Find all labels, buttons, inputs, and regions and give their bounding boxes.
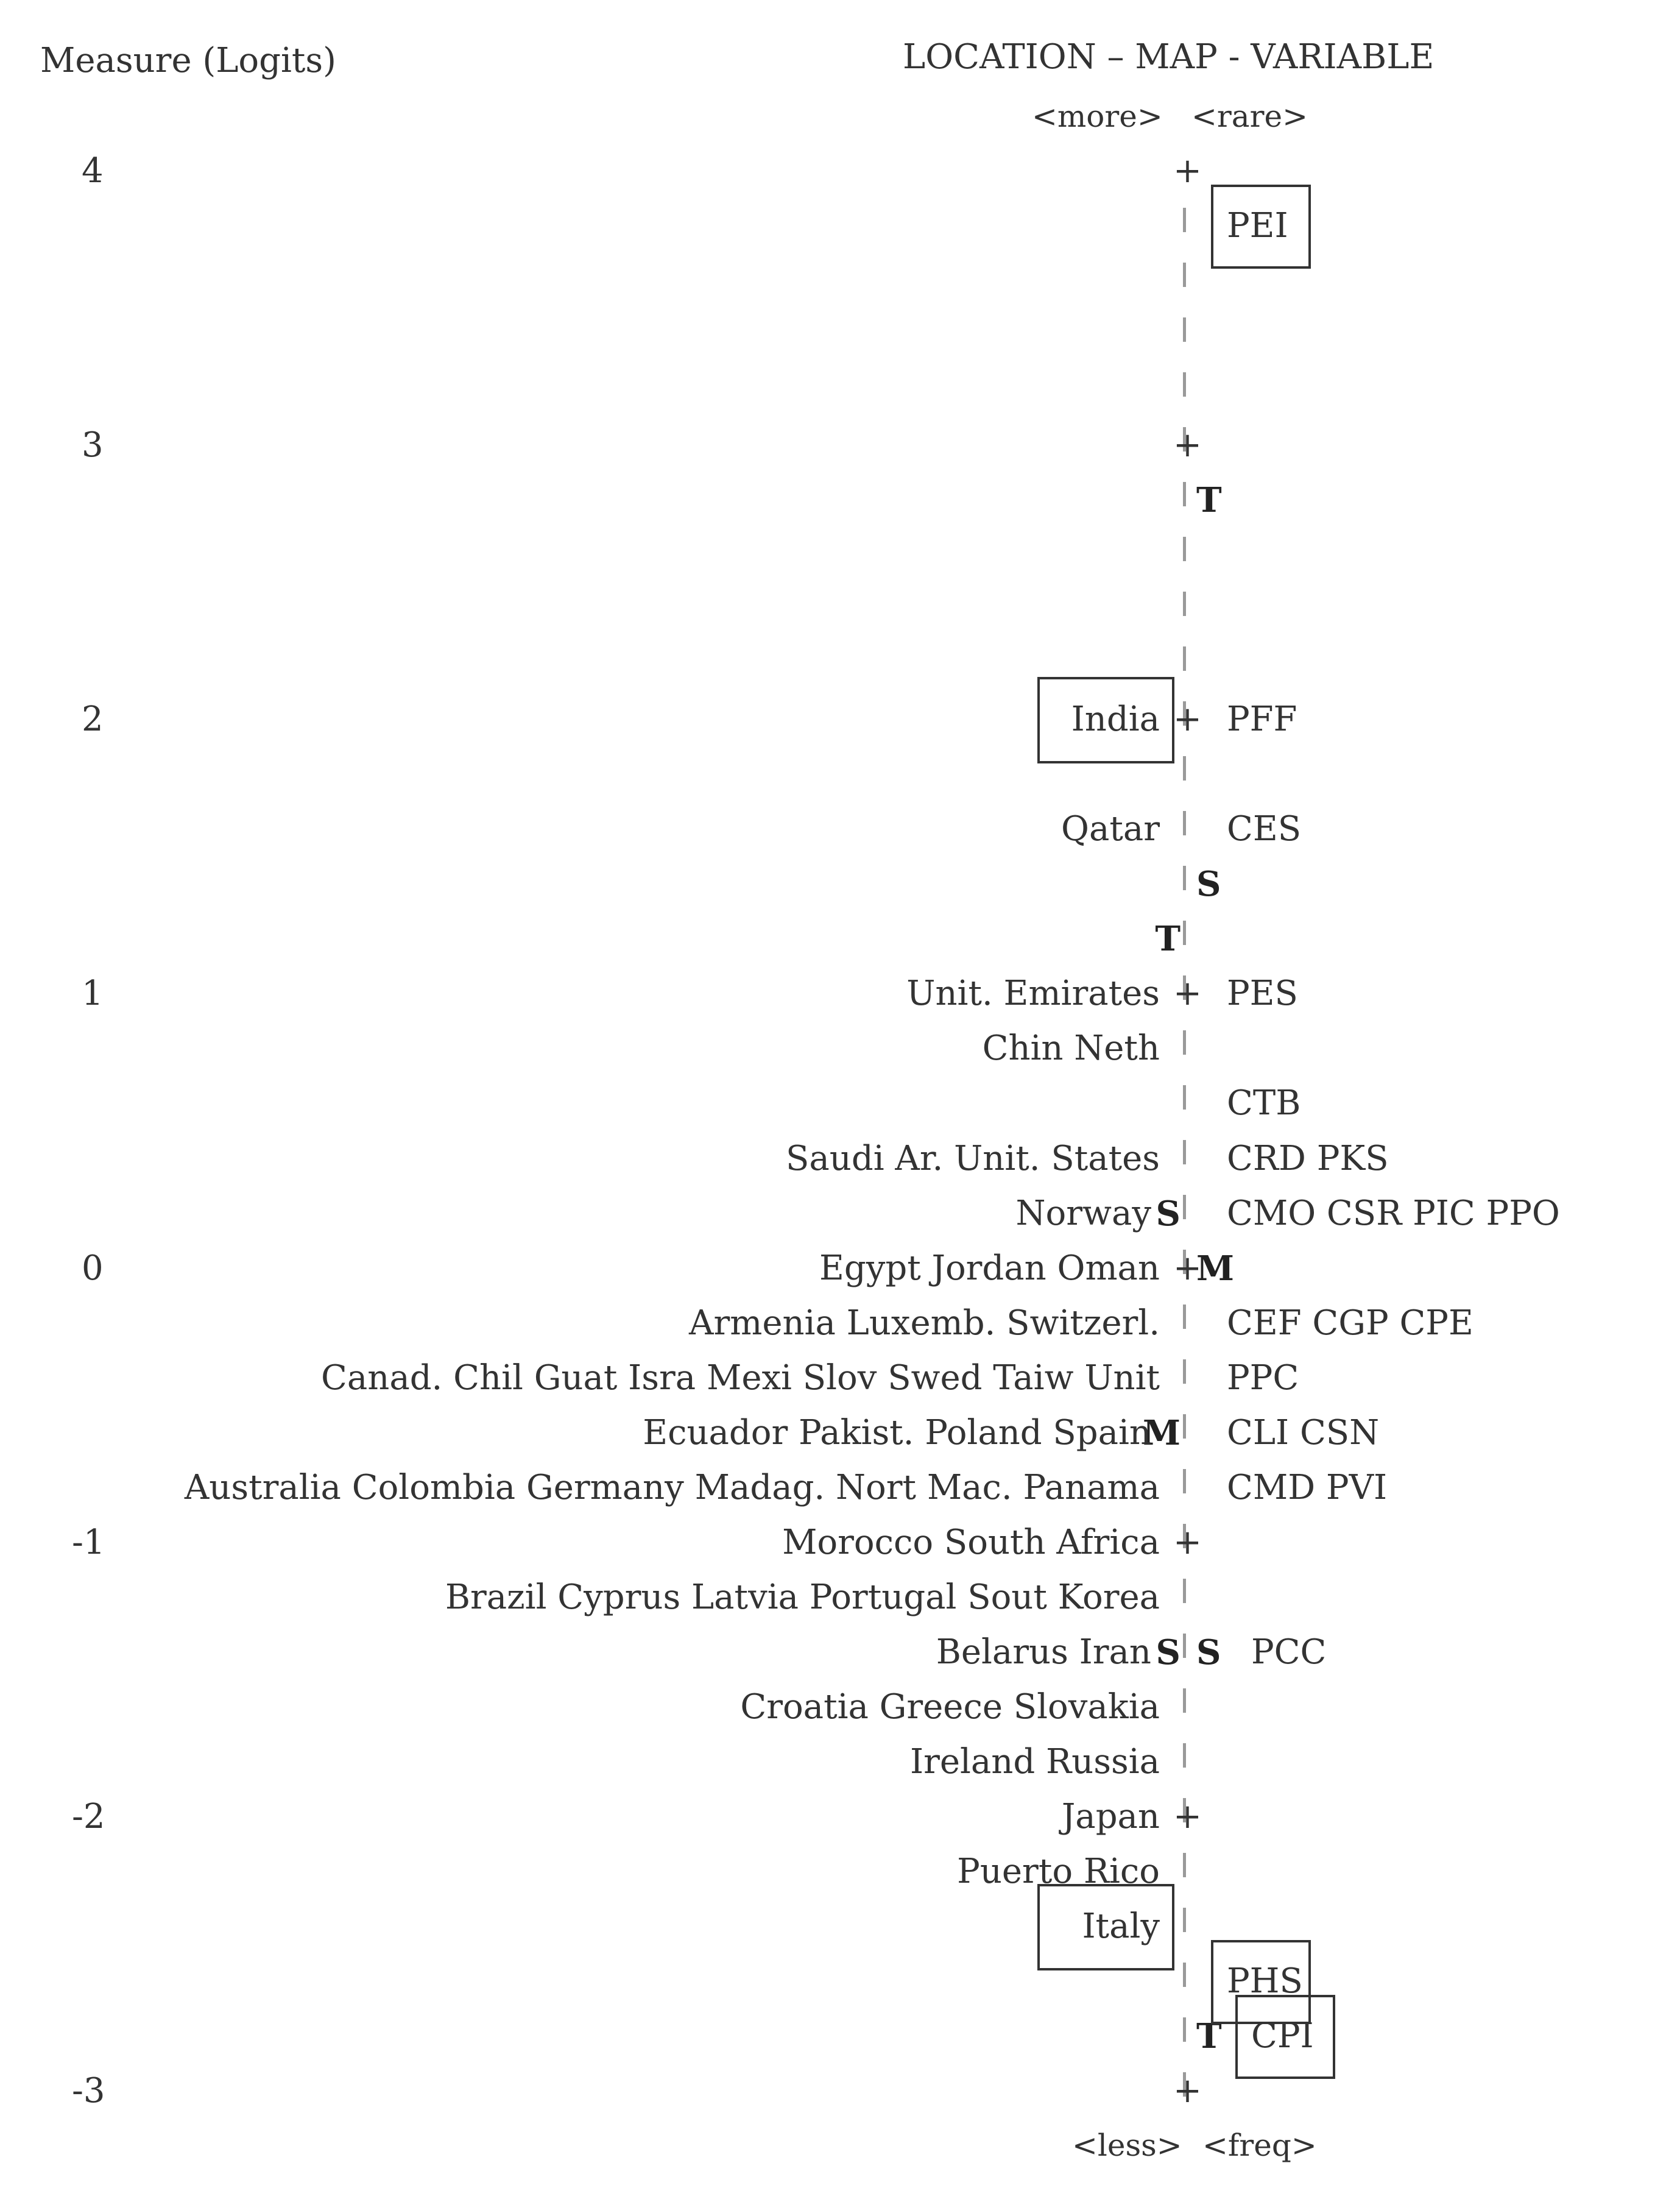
measure-axis-title: Measure (Logits) [40, 41, 336, 80]
axis-dash [1183, 1195, 1186, 1219]
country-group: Norway [1015, 1193, 1151, 1233]
axis-dash [1183, 482, 1186, 506]
country-group: Egypt Jordan Oman [819, 1248, 1160, 1288]
axis-dash [1183, 866, 1186, 890]
right-stat-marker: M [1196, 1248, 1234, 1289]
left-stat-marker: T [1155, 919, 1181, 960]
tick-plus-marker: + [1173, 699, 1202, 740]
axis-dash [1183, 537, 1186, 561]
variable-group: PFF [1227, 699, 1297, 740]
tick-label: 2 [82, 699, 104, 740]
axis-dash [1183, 921, 1186, 945]
variable-group: CRD PKS [1227, 1138, 1389, 1178]
axis-dash [1183, 1743, 1186, 1768]
axis-dash [1183, 2017, 1186, 2042]
country-highlight-box [1037, 1884, 1174, 1970]
axis-dash [1183, 263, 1186, 287]
tick-plus-marker: + [1173, 151, 1202, 191]
axis-dash [1183, 1140, 1186, 1164]
axis-dash [1183, 1085, 1186, 1110]
country-group: Puerto Rico [957, 1851, 1160, 1891]
variable-highlight-box [1211, 185, 1311, 269]
variable-highlight-box [1235, 1995, 1335, 2079]
tick-label: 0 [82, 1248, 104, 1288]
axis-dash [1183, 372, 1186, 397]
variable-group: PEI [1227, 206, 1288, 246]
axis-dash [1183, 1963, 1186, 1987]
left-stat-marker: M [1143, 1412, 1181, 1453]
country-group: India [1071, 699, 1160, 740]
legend-more: <more> [1032, 99, 1163, 134]
country-group: Unit. Emirates [906, 974, 1160, 1014]
right-stat-marker: S [1196, 864, 1221, 905]
tick-plus-marker: + [1173, 2071, 1202, 2111]
tick-plus-marker: + [1173, 1522, 1202, 1562]
country-group: Croatia Greece Slovakia [740, 1687, 1160, 1727]
axis-dash [1183, 1414, 1186, 1439]
tick-label: -1 [72, 1522, 105, 1562]
variable-group: CEF CGP CPE [1227, 1303, 1474, 1343]
right-stat-marker: T [1196, 2016, 1222, 2056]
axis-dash [1183, 1469, 1186, 1493]
variable-group: PCC [1251, 1632, 1327, 1672]
variable-group: CTB [1227, 1083, 1301, 1124]
axis-dash [1183, 1359, 1186, 1384]
axis-dash [1183, 646, 1186, 671]
tick-plus-marker: + [1173, 1796, 1202, 1836]
axis-dash [1183, 1853, 1186, 1877]
variable-group: CLI CSN [1227, 1412, 1380, 1453]
country-group: Qatar [1061, 809, 1160, 849]
country-group: Chin Neth [982, 1029, 1160, 1069]
variable-group: PHS [1227, 1961, 1303, 2001]
country-group: Ireland Russia [909, 1741, 1160, 1782]
tick-plus-marker: + [1173, 425, 1202, 466]
country-group: Ecuador Pakist. Poland Spain [643, 1412, 1151, 1453]
legend-less: <less> [1072, 2128, 1182, 2163]
variable-group: PPC [1227, 1358, 1299, 1398]
country-group: Australia Colombia Germany Madag. Nort Mac. Panama [184, 1467, 1160, 1507]
tick-label: 4 [82, 151, 104, 191]
tick-label: -2 [72, 1796, 105, 1836]
map-title: LOCATION – MAP - VARIABLE [903, 37, 1435, 77]
country-group: Saudi Ar. Unit. States [786, 1138, 1160, 1178]
country-highlight-box [1037, 677, 1174, 763]
variable-group: CMD PVI [1227, 1467, 1388, 1507]
legend-freq: <freq> [1202, 2128, 1317, 2163]
legend-rare: <rare> [1191, 99, 1308, 134]
country-group: Morocco South Africa [782, 1522, 1160, 1562]
tick-label: 1 [82, 974, 104, 1014]
left-stat-marker: S [1156, 1193, 1181, 1234]
axis-dash [1183, 1305, 1186, 1329]
right-stat-marker: T [1196, 480, 1222, 521]
country-group: Japan [1061, 1796, 1160, 1836]
axis-dash [1183, 811, 1186, 835]
axis-dash [1183, 756, 1186, 781]
country-group: Italy [1082, 1906, 1160, 1946]
country-group: Canad. Chil Guat Isra Mexi Slov Swed Taiw Unit [321, 1358, 1160, 1398]
variable-group: CMO CSR PIC PPO [1227, 1193, 1560, 1233]
axis-dash [1183, 1634, 1186, 1658]
country-group: Belarus Iran [936, 1632, 1151, 1672]
tick-plus-marker: + [1173, 974, 1202, 1014]
left-stat-marker: S [1156, 1632, 1181, 1673]
variable-group: PES [1227, 974, 1298, 1014]
variable-group: CPI [1251, 2016, 1314, 2056]
country-group: Brazil Cyprus Latvia Portugal Sout Korea [445, 1577, 1160, 1617]
variable-group: CES [1227, 809, 1302, 849]
axis-dash [1183, 592, 1186, 616]
axis-dash [1183, 1579, 1186, 1603]
tick-label: 3 [82, 425, 104, 466]
tick-plus-marker: + [1173, 1248, 1202, 1288]
country-group: Armenia Luxemb. Switzerl. [689, 1303, 1160, 1343]
axis-dash [1183, 1030, 1186, 1055]
tick-label: -3 [72, 2071, 105, 2111]
axis-dash [1183, 1688, 1186, 1713]
axis-dash [1183, 1908, 1186, 1932]
right-stat-marker: S [1196, 1632, 1221, 1673]
axis-dash [1183, 317, 1186, 342]
axis-dash [1183, 208, 1186, 232]
